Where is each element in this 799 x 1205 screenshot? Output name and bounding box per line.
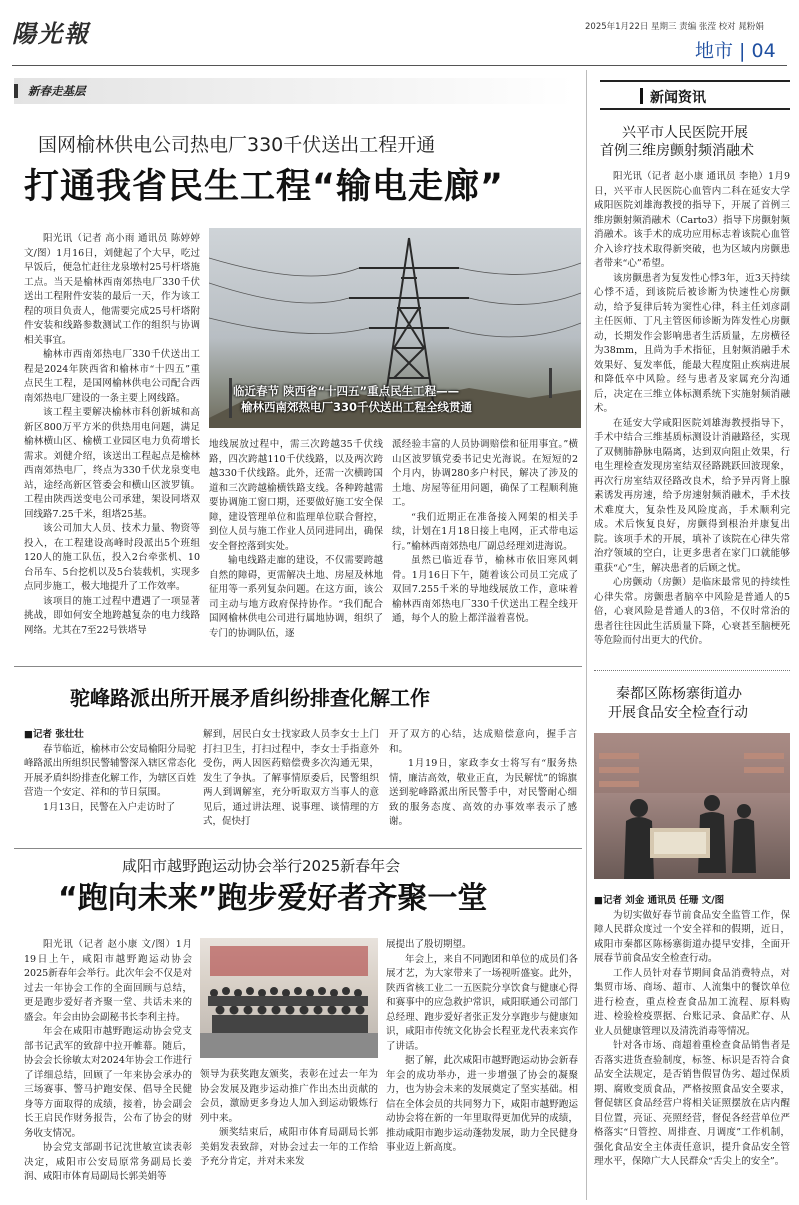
- food-body: [594, 894, 790, 1200]
- main-para: 该项目的施工过程中遭遇了一项显著挑战，即如何安全地跨越复杂的电力线路网络。尤其在7至22号铁塔导: [24, 595, 200, 636]
- main-para: 该公司加大人员、技术力量、物资等投入，在工程建设高峰时段派出5个班组120人的施工队伍，投入2台牵张机、10台吊车、5台挖机以及5台装载机，实现多点同步施工，极大地提升了工作效率。: [24, 523, 200, 592]
- police-para: 解到，居民白女士找家政人员李女士上门打扫卫生，打扫过程中，李女士手指意外受伤，两人因医药赔偿费多次沟通无果，发生了争执。了解事情原委后，民警组织两人到调解室，充分听取双方当事人的意见后，通过讲法理、说事理、谈情理的方式，促快打: [203, 729, 379, 827]
- food-inspection-photo: [594, 733, 790, 879]
- run-col3: [386, 938, 578, 1200]
- run-para: 领导为获奖跑友颁奖，表彰在过去一年为协会发展及跑步运动推广作出杰出贡献的会员，激励更多身边人加入到运动锻炼行列中来。: [200, 1069, 378, 1124]
- hospital-para: 阳光讯（记者 赵小康 通讯员 李艳）1月9日，兴平市人民医院心血管内二科在延安大学咸阳医院刘雄海教授的指导下，开展了首例三维房颤射频消融术（Carto3）指导下房颤射频消融术。该手术的成功应用标志着该院心血管介入诊疗技术取得新突破，也为区域内房颤患者带来“心”希望。: [594, 171, 790, 269]
- hospital-title-line1: 兴平市人民医院开展: [622, 125, 748, 141]
- food-title-line2: 开展食品安全检查行动: [608, 705, 748, 721]
- hospital-para: 该房颤患者为复发性心悸3年，近3天持续心悸不适，到该院后被诊断为快速性心房颤动，给予复律后转为窦性心律，科主任刘彦副主任医师、丁凡主管医师诊断为阵发性心房颤动，长期发作会影响患者生活质量，左房横径为38mm，且尚为手术指征，且射频消融手术效果好、复发率低，能最大程度阻止疾病进展和降低卒中风险。经与患者及家属充分沟通后，决定在三维立体标测系统下实施射频消融术。: [594, 272, 790, 414]
- police-title: 驼峰路派出所开展矛盾纠纷排查化解工作: [70, 686, 430, 710]
- main-para: 该工程主要解决榆林市科创新城和高新区800万平方米的供热用电问题，满足榆林横山区、榆横工业园区电力负荷增长需求。刘健介绍，该送出工程起点是榆林西南郊热电厂，终点为330千伏龙泉变电站，途经高新区管委会和横山区波罗镇。工程由陕西送变电公司承建，架设同塔双回线路7.25千米，组塔25基。: [24, 407, 200, 520]
- main-para: 地线展放过程中，需三次跨越35千伏线路，四次跨越110千伏线路，以及两次跨越330千伏线路。此外，还需一次横跨国道和三次跨越榆横铁路支线。各种跨越需要协调施工窗口期，还要做好施工安全保障，建设管理单位和监理单位联合督控，到位人员与施工作业人员同进同出，确保安全督控落到实处。: [209, 439, 383, 552]
- main-col2: [209, 438, 383, 654]
- run-para: 展提出了殷切期望。: [386, 939, 472, 950]
- main-para: “我们近期正在准备接入网架的相关手续，计划在1月18日接上电网，正式带电运行。”榆林西南郊热电厂副总经理刘进海说。: [392, 511, 578, 552]
- page-number: 04: [751, 40, 776, 62]
- photo-caption-line2: 榆林西南郊热电厂330千伏送出工程全线贯通: [241, 400, 473, 414]
- column-divider: [586, 70, 587, 1200]
- group-photo: [200, 938, 378, 1058]
- column-tag-mark: [14, 84, 18, 98]
- hospital-para: 在延安大学咸阳医院刘雄海教授指导下，手术中结合三维基质标测设计消融路径，实现了双侧肺静脉电隔离，达到双向阻止效果，行电生理检查发现房室结双径路跳跃回波现象，再次行房室结双径路改良术，给予异丙肾上腺素诱发再房速，给予房速射频消融术，手术技术难度大，复杂性及风险度高，手术顺利完成。术后恢复良好，房颤得到根治并康复出院。该项手术的开展，填补了该院在心律失常治疗领域的空白，让更多患者在家门口就能够重获“心”生，解决患者的后顾之忧。: [594, 417, 790, 574]
- food-para: 为切实做好春节前食品安全监管工作，保障人民群众度过一个安全祥和的假期，近日，咸阳市秦都区陈杨寨街道办提早安排，全面开展春节前食品安全检查行动。: [594, 909, 790, 964]
- run-para: 协会党支部副书记沈世敏宣读表彰决定，咸阳市公安局原常务副局长姜润、咸阳市体育局副局长郭美娟等: [24, 1142, 192, 1182]
- run-col2: [200, 1068, 378, 1200]
- main-para: 榆林市西南郊热电厂330千伏送出工程是2024年陕西省和榆林市“十四五”重点民生工程，是国网榆林供电公司配合西南郊热电厂建设的一条主要上网线路。: [24, 349, 200, 404]
- police-para: 1月13日，民警在入户走访时了: [43, 801, 176, 813]
- main-col3: [392, 438, 578, 654]
- food-title-line1: 秦都区陈杨寨街道办: [616, 686, 742, 702]
- main-title: 打通我省民生工程“输电走廊”: [24, 167, 505, 207]
- section-label: [695, 36, 776, 63]
- power-tower-photo: [209, 228, 581, 428]
- run-para: 年会上，来自不同跑团和单位的成员们各展才艺，为大家带来了一场视听盛宴。此外，陕西省核工业二一五医院分享饮食与健康心得和赛事中的应急救护常识，咸阳联通公司部门总经理、跑步爱好者张正发分享跑步与健康知识，咸阳市传统文化协会长程亚龙代表来宾作了讲话。: [386, 953, 578, 1052]
- masthead-rule: [12, 65, 787, 66]
- police-para: 1月19日，家政李女士将写有“服务热情，廉洁高效，敬业正直，为民解忧”的锦旗送到驼峰路派出所民警手中，对民警耐心细致的服务态度、高效的办事效率表示了感谢。: [389, 758, 577, 827]
- run-para: 据了解，此次咸阳市越野跑运动协会新春年会的成功举办，进一步增强了协会的凝聚力，也为协会未来的发展奠定了坚实基础。相信在全体会员的共同努力下，咸阳市越野跑运动协会将在新的一年里取得更加优异的成绩，推动咸阳市跑步运动蓬勃发展，助力全民健身事业迈上新高度。: [386, 1055, 578, 1153]
- news-tag-bar: [640, 88, 643, 104]
- run-para: 颁奖结束后，咸阳市体育局副局长郭美娟发表致辞，对协会过去一年的工作给予充分肯定，并对未来发: [200, 1127, 378, 1167]
- police-col2: [203, 728, 379, 846]
- section-divider: [14, 666, 582, 667]
- run-para: 年会在咸阳市越野跑运动协会党支部书记武军的致辞中拉开帷幕。随后，协会会长徐敏太对2024年协会工作进行了详细总结，回顾了一年来协会承办的三场赛事、警马护跑安保、倡导全民健身等方面取得的成绩，接着，协会副会长王启民作财务报告，公布了协会的财务收支情况。: [24, 1026, 192, 1139]
- food-para: 工作人员针对春节期间食品消费特点，对集贸市场、商场、超市、人流集中的餐饮单位进行检查，重点检查食品加工流程、原料购进、检验检疫票据、台账记录、食品贮存、从业人员健康管理以及清洗消毒等情况。: [594, 967, 790, 1037]
- hospital-para: 心房颤动（房颤）是临床最常见的持续性心律失常。房颤患者脑卒中风险是普通人的5倍，心衰风险是普通人的3倍，不仅时常治的患者往往因此生活质量下降，心衰甚至脑梗死等危险而付出更大的代价。: [594, 577, 790, 646]
- police-byline: ■记者 张壮壮: [24, 729, 84, 740]
- main-para: 虽然已临近春节，榆林市依旧寒风刺骨。1月16日下午，随着该公司员工完成了双回7.255千米的导地线展放工作，意味着榆林西南郊热电厂330千伏送出工程全线开通，每个人的脸上都洋溢着喜悦。: [392, 555, 578, 624]
- news-tag: [600, 80, 790, 110]
- police-col1: [24, 728, 196, 846]
- news-tag-label: 新闻资讯: [650, 90, 706, 106]
- hospital-body: [594, 170, 790, 646]
- section-divider: [14, 848, 582, 849]
- section-separator: |: [733, 40, 752, 62]
- run-col1: [24, 938, 192, 1200]
- main-para: 输电线路走廊的建设，不仅需要跨越自然的障碍，更需解决土地、房屋及林地征用等一系列复杂问题。在这方面，该公司主动与地方政府保持协作。“我们配合国网榆林供电公司进行属地协调，组织了专门的协调队伍，逐: [209, 555, 383, 639]
- police-para: 春节临近，榆林市公安局榆阳分局驼峰路派出所组织民警辅警深入辖区常态化开展矛盾纠纷排查化解工作，为辖区百姓营造一个安定、祥和的节日氛围。: [24, 743, 196, 798]
- column-tag: [14, 78, 574, 104]
- issue-line: 2025年1月22日 星期三 责编 张滢 校对 晁粉娟: [585, 22, 764, 32]
- main-col1: [24, 232, 200, 654]
- main-para: 阳光讯（记者 高小雨 通讯员 陈婷婷 文/图）1月16日，刘健起了个大早，吃过早饭后，便急忙赶往龙泉墩村25号杆塔施工点。当天是榆林西南郊热电厂330千伏送出工程附件安装的最后一天，作为该工程的项目负责人，他需要完成25号杆塔附件安装和线路参数测试工作的组织与协调相关事宜。: [24, 233, 200, 346]
- masthead-logo: 陽光報: [12, 19, 90, 48]
- main-kicker: 国网榆林供电公司热电厂330千伏送出工程开通: [38, 134, 436, 156]
- group-photo-illustration: [200, 938, 378, 1058]
- food-byline: ■记者 刘金 通讯员 任珊 文/图: [594, 895, 725, 906]
- power-tower-illustration: [209, 228, 581, 428]
- food-para: 针对各市场、商超着重检查食品销售者是否落实进货查验制度，标签、标识是否符合食品安全法规定，是否销售假冒伪劣、超过保质期、腐败变质食品，严格按照食品安全要求，督促辖区食品经营户将相关证照摆放在店内醒目位置，亮证、亮照经营，督促各经营单位严格落实“日管控、周排查、月调度”工作机制，强化食品安全主体责任意识，提升食品安全管理水平，保障广大人民群众“舌尖上的安全”。: [594, 1040, 790, 1167]
- column-tag-label: 新春走基层: [28, 84, 86, 98]
- right-divider: [594, 670, 790, 671]
- section-name: 地市: [695, 40, 734, 62]
- hospital-title-line2: 首例三维房颤射频消融术: [600, 143, 754, 159]
- main-para: 派经验丰富的人员协调赔偿和征用事宜。”横山区波罗镇党委书记史光海说。在短短的2个月内，协调280多户村民，解决了涉及的土地、房屋等征用问题，确保了工程顺利施工。: [392, 439, 578, 508]
- police-para: 开了双方的心结，达成赔偿意向，握手言和。: [389, 729, 577, 755]
- run-title: “跑向未来”跑步爱好者齐聚一堂: [58, 881, 488, 916]
- photo-caption-line1: 临近春节 陕西省“十四五”重点民生工程——: [233, 384, 460, 398]
- police-col3: [389, 728, 577, 846]
- run-kicker: 咸阳市越野跑运动协会举行2025新春年会: [122, 857, 401, 875]
- food-inspection-illustration: [594, 733, 790, 879]
- run-para: 阳光讯（记者 赵小康 文/图）1月19日上午，咸阳市越野跑运动协会2025新春年会举行。此次年会不仅是对过去一年协会工作的全面回顾与总结，更是跑步爱好者齐聚一堂、共话未来的盛会。年会由协会副秘书长李利主持。: [24, 939, 192, 1023]
